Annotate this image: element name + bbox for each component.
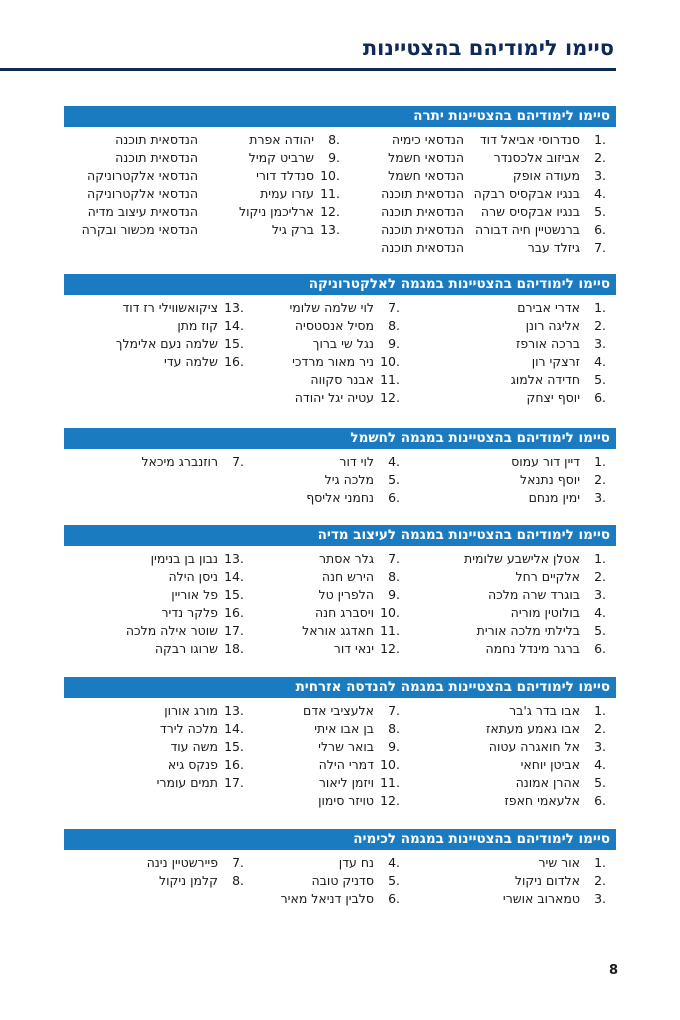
item-number: 8. <box>388 318 400 333</box>
student-name: סנדלד דורי <box>256 168 314 183</box>
student-name: אדרי אבירם <box>517 300 580 315</box>
student-name: סנדרוסי אביאל דוד <box>479 132 580 147</box>
item-number: 5. <box>388 472 400 487</box>
item-number: 5. <box>594 775 606 790</box>
department-name: הנדסאית תוכנה <box>381 186 464 201</box>
item-number: 10. <box>380 354 400 369</box>
item-number: 6. <box>594 641 606 656</box>
page-title: סיימו לימודיהם בהצטיינות <box>362 36 614 60</box>
item-number: 7. <box>388 551 400 566</box>
item-number: 4. <box>594 605 606 620</box>
student-name: ניר מאור מרדכי <box>292 354 374 369</box>
item-number: 4. <box>388 454 400 469</box>
item-number: 1. <box>594 454 606 469</box>
department-name: הנדסאית תוכנה <box>381 240 464 255</box>
section-1 <box>64 106 616 255</box>
item-number: 12. <box>380 390 400 405</box>
student-name: עזרו עמית <box>260 186 314 201</box>
student-name: ציקואשווילי רז דוד <box>122 300 218 315</box>
student-name: קוז מתן <box>177 318 218 333</box>
item-number: 10. <box>320 168 340 183</box>
student-name: חדידה אלמוג <box>510 372 580 387</box>
item-number: 17. <box>224 623 244 638</box>
item-number: 10. <box>380 757 400 772</box>
item-number: 13. <box>320 222 340 237</box>
student-name: אלעאמי חאפז <box>504 793 580 808</box>
department-name: הנדסאי מכשור ובקרה <box>81 222 198 237</box>
item-number: 9. <box>388 739 400 754</box>
item-number: 5. <box>594 623 606 638</box>
item-number: 2. <box>594 569 606 584</box>
student-name: טמארוב אושרי <box>502 891 580 906</box>
item-number: 4. <box>594 354 606 369</box>
student-name: אבנר סקווה <box>310 372 374 387</box>
item-number: 9. <box>388 587 400 602</box>
item-number: 6. <box>594 222 606 237</box>
student-name: ניסן הילה <box>168 569 218 584</box>
department-name: הנדסאית תוכנה <box>381 222 464 237</box>
item-number: 7. <box>388 703 400 718</box>
department-name: הנדסאי חשמל <box>388 168 464 183</box>
section-4 <box>64 525 616 656</box>
student-name: בן אבו איתי <box>314 721 374 736</box>
item-number: 1. <box>594 300 606 315</box>
department-name: הנדסאית תוכנה <box>381 204 464 219</box>
student-name: ברכה אורפז <box>516 336 580 351</box>
page-number: 8 <box>609 963 619 978</box>
item-number: 3. <box>594 891 606 906</box>
student-name: מעודה אופק <box>512 168 580 183</box>
item-number: 13. <box>224 300 244 315</box>
item-number: 2. <box>594 721 606 736</box>
item-number: 3. <box>594 587 606 602</box>
student-name: סדניק טובה <box>311 873 374 888</box>
item-number: 14. <box>224 318 244 333</box>
student-name: שרביט קמיל <box>248 150 314 165</box>
student-name: הירש חנה <box>321 569 374 584</box>
student-name: חאדגג אוראל <box>302 623 374 638</box>
section-header: סיימו לימודיהם בהצטיינות במגמה לכימיה <box>64 829 616 850</box>
item-number: 12. <box>320 204 340 219</box>
item-number: 17. <box>224 775 244 790</box>
item-number: 3. <box>594 336 606 351</box>
item-number: 8. <box>388 569 400 584</box>
student-name: נח עדן <box>338 855 374 870</box>
title-rule <box>0 68 616 71</box>
student-name: נחמני אליסף <box>306 490 374 505</box>
student-name: אליגה רונן <box>525 318 580 333</box>
item-number: 7. <box>388 300 400 315</box>
department-name: הנדסאית תוכנה <box>115 132 198 147</box>
item-number: 2. <box>594 150 606 165</box>
student-name: עטיה יגל יהודה <box>294 390 374 405</box>
student-name: שוטר אילה מלכה <box>125 623 218 638</box>
item-number: 11. <box>380 372 400 387</box>
item-number: 8. <box>232 873 244 888</box>
student-name: אלדום ניקול <box>514 873 580 888</box>
department-name: הנדסאי כימיה <box>391 132 464 147</box>
student-name: ינאי דור <box>333 641 374 656</box>
item-number: 1. <box>594 132 606 147</box>
item-number: 3. <box>594 490 606 505</box>
section-header: סיימו לימודיהם בהצטיינות במגמה לעיצוב מדיה <box>64 525 616 546</box>
item-number: 7. <box>594 240 606 255</box>
item-number: 15. <box>224 587 244 602</box>
student-name: שרוגו רבקה <box>154 641 218 656</box>
section-2 <box>64 274 616 405</box>
item-number: 2. <box>594 873 606 888</box>
student-name: גלר אסתר <box>318 551 374 566</box>
student-name: אל חואגרה עטוה <box>488 739 580 754</box>
student-name: שלמה נעם אלימלך <box>115 336 218 351</box>
item-number: 14. <box>224 721 244 736</box>
student-name: אהרן אמונה <box>515 775 580 790</box>
item-number: 11. <box>380 623 400 638</box>
section-header: סיימו לימודיהם בהצטיינות במגמה להנדסה אזרחית <box>64 677 616 698</box>
student-name: דיין דור עמוס <box>511 454 580 469</box>
item-number: 11. <box>380 775 400 790</box>
item-number: 4. <box>594 757 606 772</box>
item-number: 1. <box>594 551 606 566</box>
item-number: 8. <box>328 132 340 147</box>
department-name: הנדסאי אלקטרוניקה <box>87 168 198 183</box>
item-number: 7. <box>232 855 244 870</box>
student-name: בלילתי מלכה אורית <box>476 623 580 638</box>
student-name: פל אוריין <box>171 587 218 602</box>
student-name: טויזר סימון <box>318 793 374 808</box>
student-name: אבו גאמע מעתאז <box>486 721 580 736</box>
student-name: ויסברג חנה <box>314 605 374 620</box>
item-number: 9. <box>328 150 340 165</box>
department-name: הנדסאית תוכנה <box>115 150 198 165</box>
student-name: ברק גיל <box>271 222 314 237</box>
student-name: קלמן ניקול <box>158 873 218 888</box>
student-name: מסיל אנסטסיה <box>294 318 374 333</box>
item-number: 16. <box>224 605 244 620</box>
student-name: יוסף נתנאל <box>520 472 580 487</box>
item-number: 2. <box>594 472 606 487</box>
item-number: 5. <box>594 372 606 387</box>
student-name: פנקס גיא <box>167 757 218 772</box>
item-number: 16. <box>224 354 244 369</box>
student-name: ברגר מינדל נחמה <box>485 641 580 656</box>
student-name: רוזנברג מיכאל <box>141 454 218 469</box>
student-name: פלקר נדיר <box>161 605 218 620</box>
item-number: 2. <box>594 318 606 333</box>
item-number: 4. <box>594 186 606 201</box>
student-name: סלבין דניאל מאיר <box>280 891 374 906</box>
student-name: אור שיר <box>538 855 580 870</box>
item-number: 13. <box>224 551 244 566</box>
section-5 <box>64 677 616 808</box>
student-name: אביזוב אלכסנדר <box>493 150 580 165</box>
student-name: יוסף יצחק <box>526 390 580 405</box>
item-number: 10. <box>380 605 400 620</box>
student-name: נגל שי ברוך <box>312 336 374 351</box>
item-number: 15. <box>224 739 244 754</box>
student-name: זרצקי רון <box>531 354 580 369</box>
student-name: ברנשטיין חיה דבורה <box>475 222 580 237</box>
student-name: אלקיים רחל <box>515 569 580 584</box>
student-name: בנגיו אבקסיס רבקה <box>473 186 580 201</box>
student-name: אלעציבי אדם <box>303 703 374 718</box>
student-name: ארליכמן ניקול <box>239 204 314 219</box>
item-number: 9. <box>388 336 400 351</box>
item-number: 4. <box>388 855 400 870</box>
student-name: אטלן אלישבע שלומית <box>464 551 580 566</box>
item-number: 3. <box>594 739 606 754</box>
student-name: דמרי הילה <box>318 757 374 772</box>
item-number: 12. <box>380 641 400 656</box>
item-number: 7. <box>232 454 244 469</box>
item-number: 1. <box>594 855 606 870</box>
student-name: מלכה לירד <box>159 721 218 736</box>
student-name: יהודה אפרת <box>249 132 314 147</box>
item-number: 1. <box>594 703 606 718</box>
item-number: 14. <box>224 569 244 584</box>
section-3 <box>64 428 616 505</box>
student-name: בוגרד שרה מלכה <box>487 587 580 602</box>
student-name: שלמה עדי <box>163 354 218 369</box>
item-number: 5. <box>388 873 400 888</box>
student-name: הלפרין טל <box>318 587 374 602</box>
item-number: 3. <box>594 168 606 183</box>
item-number: 16. <box>224 757 244 772</box>
section-6 <box>64 829 616 906</box>
student-name: פיירשטיין נינה <box>146 855 218 870</box>
student-name: אביטן יוחאי <box>520 757 580 772</box>
item-number: 6. <box>388 891 400 906</box>
department-name: הנדסאי חשמל <box>388 150 464 165</box>
student-name: לוי דור <box>339 454 374 469</box>
section-header: סיימו לימודיהם בהצטיינות יתרה <box>64 106 616 127</box>
item-number: 6. <box>594 390 606 405</box>
department-name: הנדסאית עיצוב מדיה <box>87 204 198 219</box>
student-name: מלכה גיל <box>324 472 374 487</box>
department-name: הנדסאי אלקטרוניקה <box>87 186 198 201</box>
section-header: סיימו לימודיהם בהצטיינות במגמה לאלקטרוניקה <box>64 274 616 295</box>
student-name: ימין מנחם <box>528 490 580 505</box>
item-number: 15. <box>224 336 244 351</box>
item-number: 11. <box>320 186 340 201</box>
section-header: סיימו לימודיהם בהצטיינות במגמה לחשמל <box>64 428 616 449</box>
student-name: משה עוד <box>170 739 218 754</box>
item-number: 13. <box>224 703 244 718</box>
student-name: מורג אורון <box>164 703 218 718</box>
item-number: 8. <box>388 721 400 736</box>
student-name: בולוטין מוריה <box>510 605 580 620</box>
student-name: ויזמן ליאור <box>318 775 374 790</box>
student-name: בנגיו אבקסיס שרה <box>480 204 580 219</box>
item-number: 6. <box>388 490 400 505</box>
student-name: לוי שלמה שלומי <box>289 300 374 315</box>
item-number: 12. <box>380 793 400 808</box>
item-number: 6. <box>594 793 606 808</box>
student-name: גיזלד עבר <box>527 240 580 255</box>
item-number: 18. <box>224 641 244 656</box>
item-number: 5. <box>594 204 606 219</box>
student-name: נבון בן בנימין <box>150 551 218 566</box>
student-name: אבו בדר ג'בר <box>509 703 580 718</box>
student-name: תמים עומרי <box>156 775 218 790</box>
student-name: בואר שרלי <box>318 739 374 754</box>
